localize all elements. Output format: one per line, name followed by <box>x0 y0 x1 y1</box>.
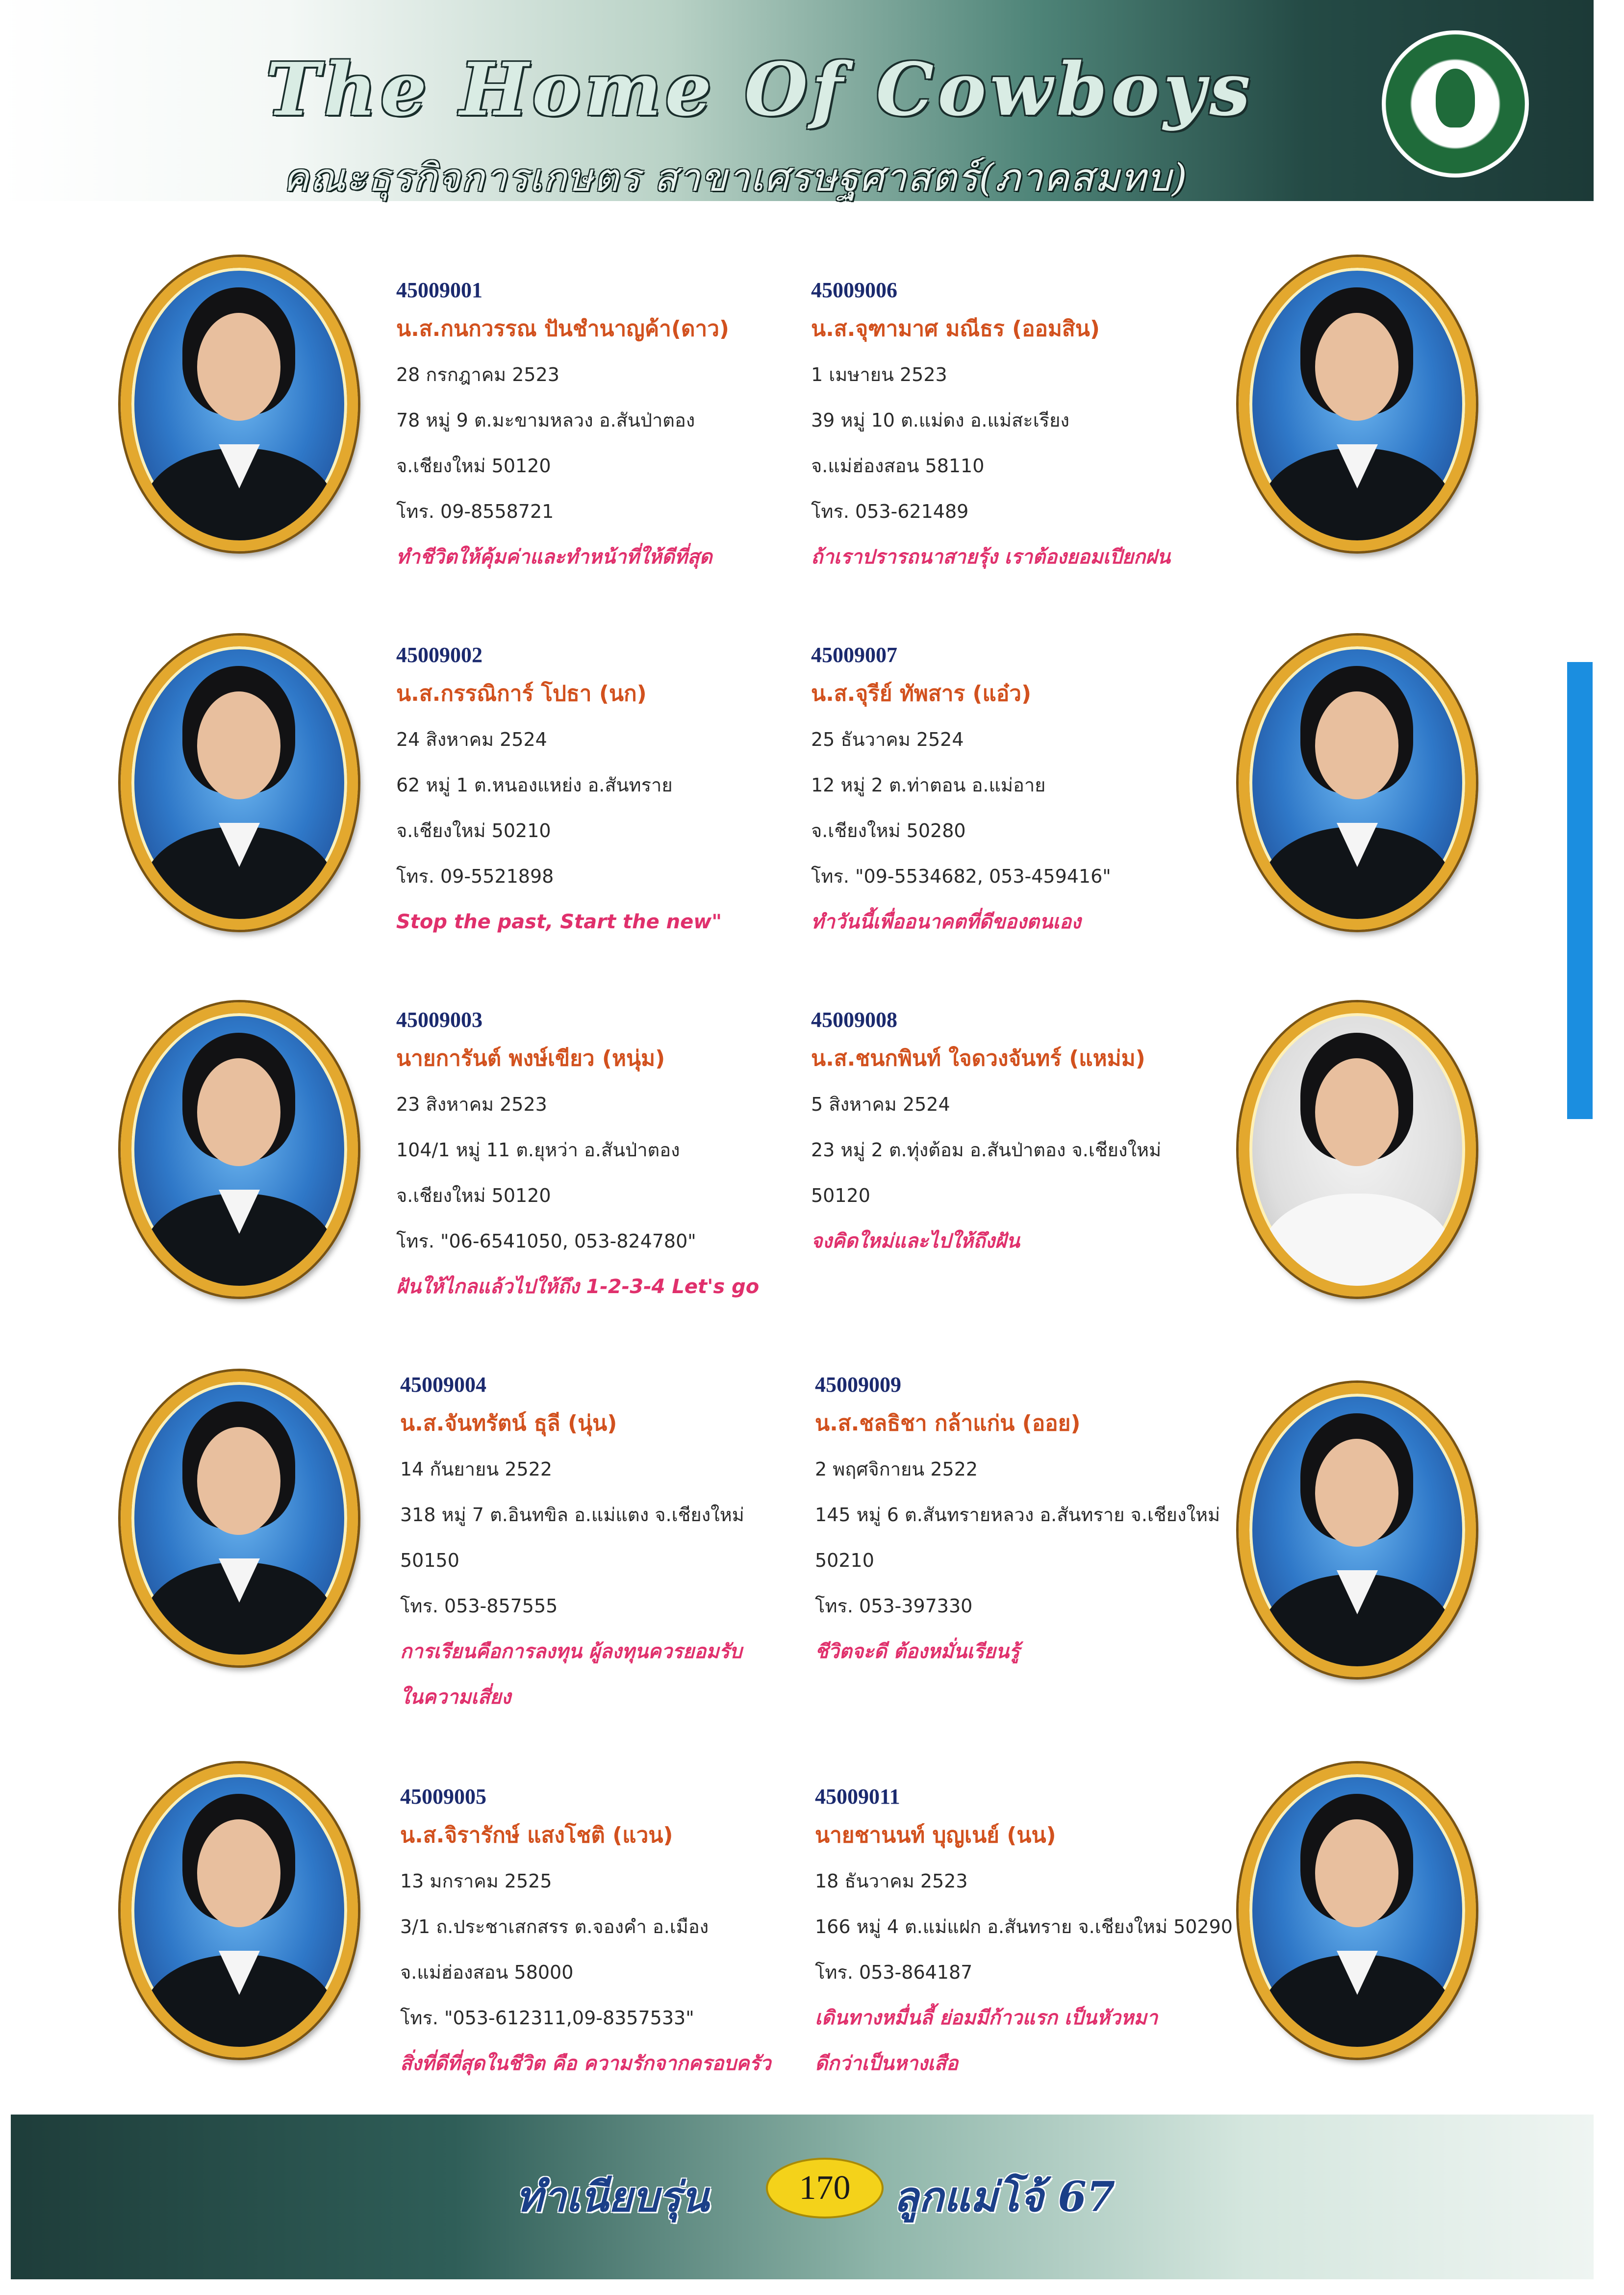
address-line: จ.เชียงใหม่ 50120 <box>396 1185 551 1206</box>
address-line: 78 หมู่ 9 ต.มะขามหลวง อ.สันป่าตอง <box>396 409 695 431</box>
birth-date: 5 สิงหาคม 2524 <box>811 1094 950 1115</box>
birth-date: 18 ธันวาคม 2523 <box>815 1870 968 1892</box>
address-line: 39 หมู่ 10 ต.แม่ดง อ.แม่สะเรียง <box>811 409 1069 431</box>
portrait-45009011 <box>1239 1763 1476 2058</box>
motto: ฝันให้ไกลแล้วไปให้ถึง 1-2-3-4 Let's go <box>396 1275 760 1298</box>
phone-number: โทร. 053-621489 <box>811 501 969 522</box>
student-name: น.ส.จุรีย์ ทัพสาร (แอ๋ว) <box>811 681 1032 706</box>
student-id: 45009005 <box>400 1785 486 1809</box>
portrait-45009002 <box>121 636 358 930</box>
phone-number: โทร. "09-5534682, 053-459416" <box>811 866 1111 887</box>
phone-number: โทร. "053-612311,09-8357533" <box>400 2007 694 2029</box>
graduate-entry <box>811 275 1203 580</box>
motto: จงคิดใหม่และไปให้ถึงฝัน <box>811 1230 1020 1252</box>
address-line: 50210 <box>815 1550 874 1571</box>
student-id: 45009011 <box>815 1785 900 1809</box>
phone-number: โทร. "06-6541050, 053-824780" <box>396 1230 696 1252</box>
address-line: 104/1 หมู่ 11 ต.ยุหว่า อ.สันป่าตอง <box>396 1139 680 1161</box>
student-name: น.ส.ชนกพินท์ ใจดวงจันทร์ (แหม่ม) <box>811 1046 1145 1071</box>
motto: การเรียนคือการลงทุน ผู้ลงทุนควรยอมรับ <box>400 1640 742 1663</box>
page-number: 170 <box>766 2158 884 2218</box>
address-line: จ.เชียงใหม่ 50280 <box>811 820 966 842</box>
motto: ในความเสี่ยง <box>400 1686 511 1708</box>
portrait-45009009 <box>1239 1383 1476 1677</box>
birth-date: 14 กันยายน 2522 <box>400 1458 553 1480</box>
address-line: 3/1 ถ.ประชาเสกสรร ต.จองคำ อ.เมือง <box>400 1916 709 1938</box>
footer-left-text: ทำเนียบรุ่น <box>516 2172 709 2221</box>
portrait-45009004 <box>121 1371 358 1665</box>
birth-date: 1 เมษายน 2523 <box>811 364 947 385</box>
motto: Stop the past, Start the new" <box>396 911 722 933</box>
address-line: 318 หมู่ 7 ต.อินทขิล อ.แม่แตง จ.เชียงใหม่ <box>400 1504 744 1526</box>
motto: ทำชีวิตให้คุ้มค่าและทำหน้าที่ให้ดีที่สุด <box>396 546 712 568</box>
graduate-entry <box>815 1781 1233 2087</box>
motto: ทำวันนี้เพื่ออนาคตที่ดีของตนเอง <box>811 911 1081 933</box>
student-name: นายชานนท์ บุญเนย์ (นน) <box>815 1823 1056 1848</box>
motto: สิ่งที่ดีที่สุดในชีวิต คือ ความรักจากครอบครัว <box>400 2052 771 2075</box>
portrait-45009007 <box>1239 636 1476 930</box>
address-line: 12 หมู่ 2 ต.ท่าตอน อ.แม่อาย <box>811 774 1046 796</box>
graduate-entry <box>811 1004 1203 1264</box>
birth-date: 2 พฤศจิกายน 2522 <box>815 1458 978 1480</box>
student-id: 45009006 <box>811 278 897 302</box>
graduate-entry <box>400 1369 792 1720</box>
address-line: จ.แม่ฮ่องสอน 58000 <box>400 1962 574 1983</box>
address-line: จ.เชียงใหม่ 50210 <box>396 820 551 842</box>
address-line: จ.เชียงใหม่ 50120 <box>396 455 551 477</box>
student-id: 45009009 <box>815 1373 901 1397</box>
student-name: น.ส.จันทรัตน์ ธุลี (นุ่น) <box>400 1411 617 1436</box>
page-margin <box>1594 0 1624 2295</box>
address-line: 50150 <box>400 1550 459 1571</box>
phone-number: โทร. 053-857555 <box>400 1595 558 1617</box>
student-name: น.ส.กรรณิการ์ โปธา (นก) <box>396 681 647 706</box>
side-accent-bar <box>1567 662 1593 1119</box>
student-name: น.ส.จิรารักษ์ แสงโชติ (แวน) <box>400 1823 673 1848</box>
portrait-45009005 <box>121 1763 358 2058</box>
address-line: 23 หมู่ 2 ต.ทุ่งต้อม อ.สันป่าตอง จ.เชียงใหม่ <box>811 1139 1162 1161</box>
address-line: 166 หมู่ 4 ต.แม่แฝก อ.สันทราย จ.เชียงใหม่ 50290 <box>815 1916 1233 1938</box>
graduate-entry <box>811 639 1203 945</box>
footer-right-text: ลูกแม่โจ้ 67 <box>893 2172 1116 2221</box>
student-name: น.ส.ชลธิชา กล้าแก่น (ออย) <box>815 1411 1081 1436</box>
phone-number: โทร. 09-5521898 <box>396 866 554 887</box>
birth-date: 13 มกราคม 2525 <box>400 1870 552 1892</box>
page-footer <box>11 2115 1594 2279</box>
portrait-45009006 <box>1239 257 1476 551</box>
graduate-entry <box>396 275 788 580</box>
phone-number: โทร. 053-864187 <box>815 1962 973 1983</box>
address-line: 50120 <box>811 1185 870 1206</box>
birth-date: 24 สิงหาคม 2524 <box>396 729 547 750</box>
birth-date: 25 ธันวาคม 2524 <box>811 729 964 750</box>
logo-emblem-icon <box>1436 69 1475 128</box>
student-id: 45009003 <box>396 1008 482 1032</box>
portrait-45009003 <box>121 1002 358 1297</box>
portrait-45009001 <box>121 257 358 551</box>
student-id: 45009001 <box>396 278 482 302</box>
page-header <box>0 0 1594 201</box>
birth-date: 23 สิงหาคม 2523 <box>396 1094 547 1115</box>
phone-number: โทร. 09-8558721 <box>396 501 554 522</box>
motto: เดินทางหมื่นลี้ ย่อมมีก้าวแรก เป็นหัวหมา <box>815 2007 1158 2029</box>
motto: ถ้าเราปรารถนาสายรุ้ง เราต้องยอมเปียกฝน <box>811 546 1170 568</box>
student-name: นายการันต์ พงษ์เขียว (หนุ่ม) <box>396 1046 665 1071</box>
student-name: น.ส.จุฑามาศ มณีธร (ออมสิน) <box>811 316 1100 341</box>
student-id: 45009007 <box>811 643 897 667</box>
address-line: 62 หมู่ 1 ต.หนองแหย่ง อ.สันทราย <box>396 774 673 796</box>
address-line: จ.แม่ฮ่องสอน 58110 <box>811 455 985 477</box>
motto: ชีวิตจะดี ต้องหมั่นเรียนรู้ <box>815 1640 1020 1663</box>
phone-number: โทร. 053-397330 <box>815 1595 973 1617</box>
motto: ดีกว่าเป็นหางเสือ <box>815 2052 958 2075</box>
student-id: 45009002 <box>396 643 482 667</box>
student-id: 45009004 <box>400 1373 486 1397</box>
university-logo <box>1382 30 1529 178</box>
graduate-entry <box>400 1781 792 2087</box>
page-title: The Home Of Cowboys <box>266 47 1254 132</box>
graduate-entry <box>396 639 788 945</box>
birth-date: 28 กรกฎาคม 2523 <box>396 364 559 385</box>
student-id: 45009008 <box>811 1008 897 1032</box>
page-subtitle: คณะธุรกิจการเกษตร สาขาเศรษฐศาสตร์(ภาคสมทบ) <box>283 156 1188 200</box>
student-name: น.ส.กนกวรรณ ปันชำนาญค้า(ดาว) <box>396 316 730 341</box>
address-line: 145 หมู่ 6 ต.สันทรายหลวง อ.สันทราย จ.เชียงใหม่ <box>815 1504 1220 1526</box>
portrait-45009008 <box>1239 1002 1476 1297</box>
graduate-entry <box>815 1369 1220 1675</box>
graduate-entry <box>396 1004 788 1310</box>
